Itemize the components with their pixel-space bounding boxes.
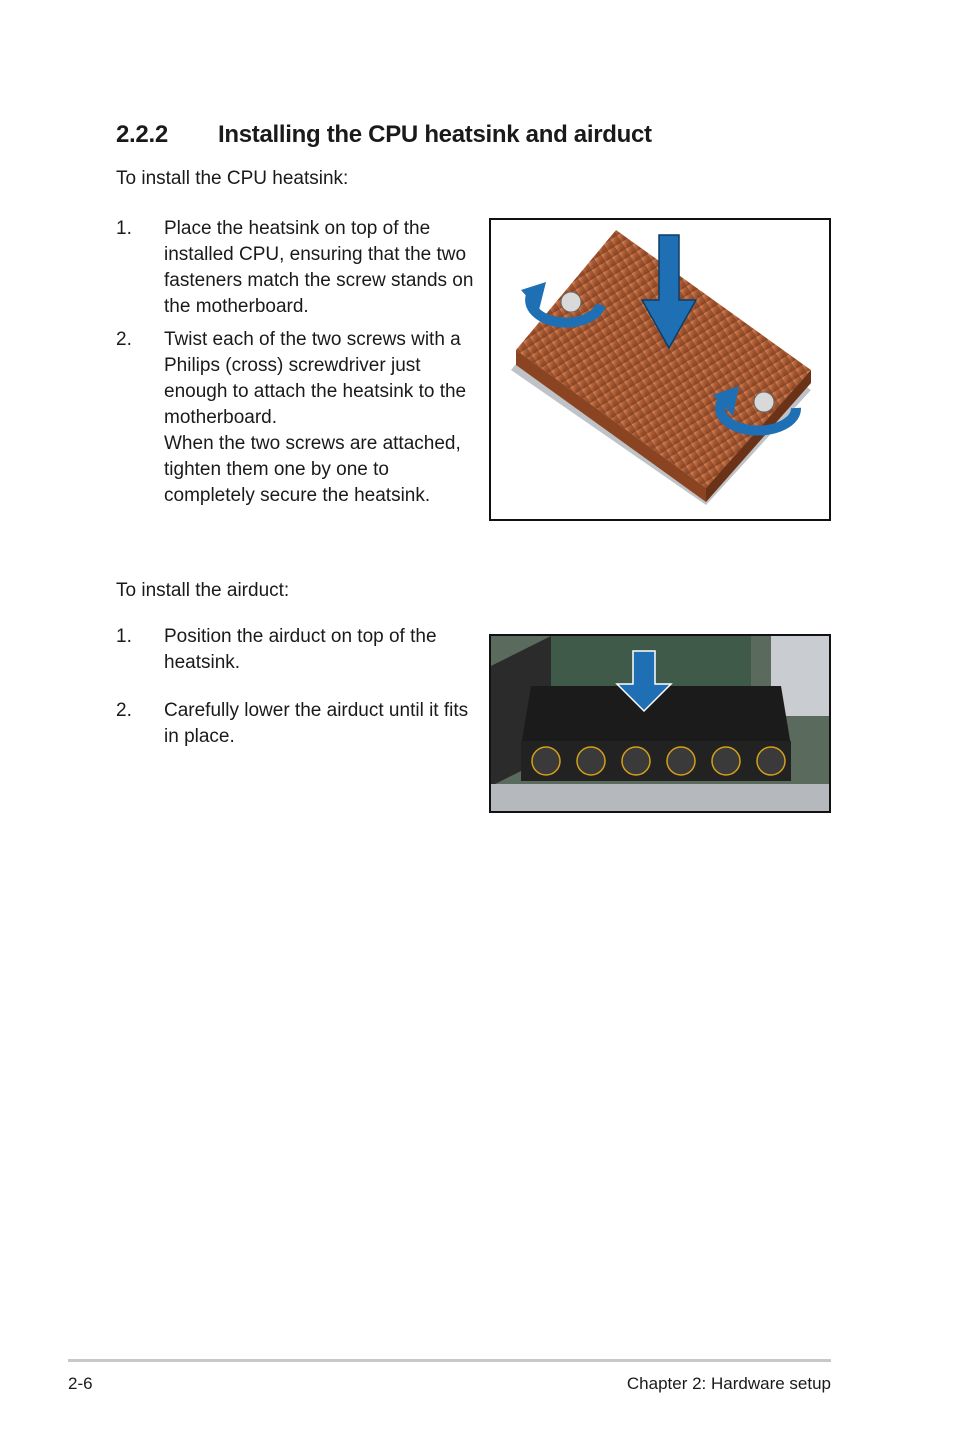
screw-icon <box>754 392 774 412</box>
step-note: When the two screws are attached, tighten them one by one to completely secure the heatsink. <box>164 433 461 506</box>
list-item <box>116 216 476 320</box>
step-number: 1. <box>116 218 132 239</box>
step-text: Twist each of the two screws with a Philips (cross) screwdriver just enough to attach the heatsink to the motherboard. <box>164 329 467 428</box>
step-text: Place the heatsink on top of the installed CPU, ensuring that the two fasteners match the screw stands on the motherboard. <box>164 218 474 317</box>
screw-icon <box>561 292 581 312</box>
heatsink-steps <box>116 216 476 509</box>
airduct-intro: To install the airduct: <box>116 580 290 601</box>
step-number: 2. <box>116 329 132 350</box>
airduct-steps <box>116 624 476 750</box>
section-title: Installing the CPU heatsink and airduct <box>218 121 652 148</box>
step-text: Position the airduct on top of the heatsink. <box>164 626 437 673</box>
section-heading <box>116 121 652 149</box>
section-number: 2.2.2 <box>116 121 168 148</box>
step-number: 2. <box>116 700 132 721</box>
list-item <box>116 327 476 509</box>
airduct-figure <box>489 634 831 813</box>
step-text: Carefully lower the airduct until it fits in place. <box>164 700 469 747</box>
page-number: 2-6 <box>68 1374 93 1393</box>
footer-rule <box>68 1359 831 1362</box>
list-item <box>116 698 476 750</box>
list-item <box>116 624 476 676</box>
airduct-illustration <box>491 636 829 811</box>
heatsink-intro: To install the CPU heatsink: <box>116 168 349 189</box>
step-number: 1. <box>116 626 132 647</box>
heatsink-figure <box>489 218 831 521</box>
chapter-label: Chapter 2: Hardware setup <box>626 1374 831 1393</box>
chassis-front <box>491 784 829 811</box>
fan-row <box>521 741 791 781</box>
heatsink-illustration <box>491 220 829 519</box>
